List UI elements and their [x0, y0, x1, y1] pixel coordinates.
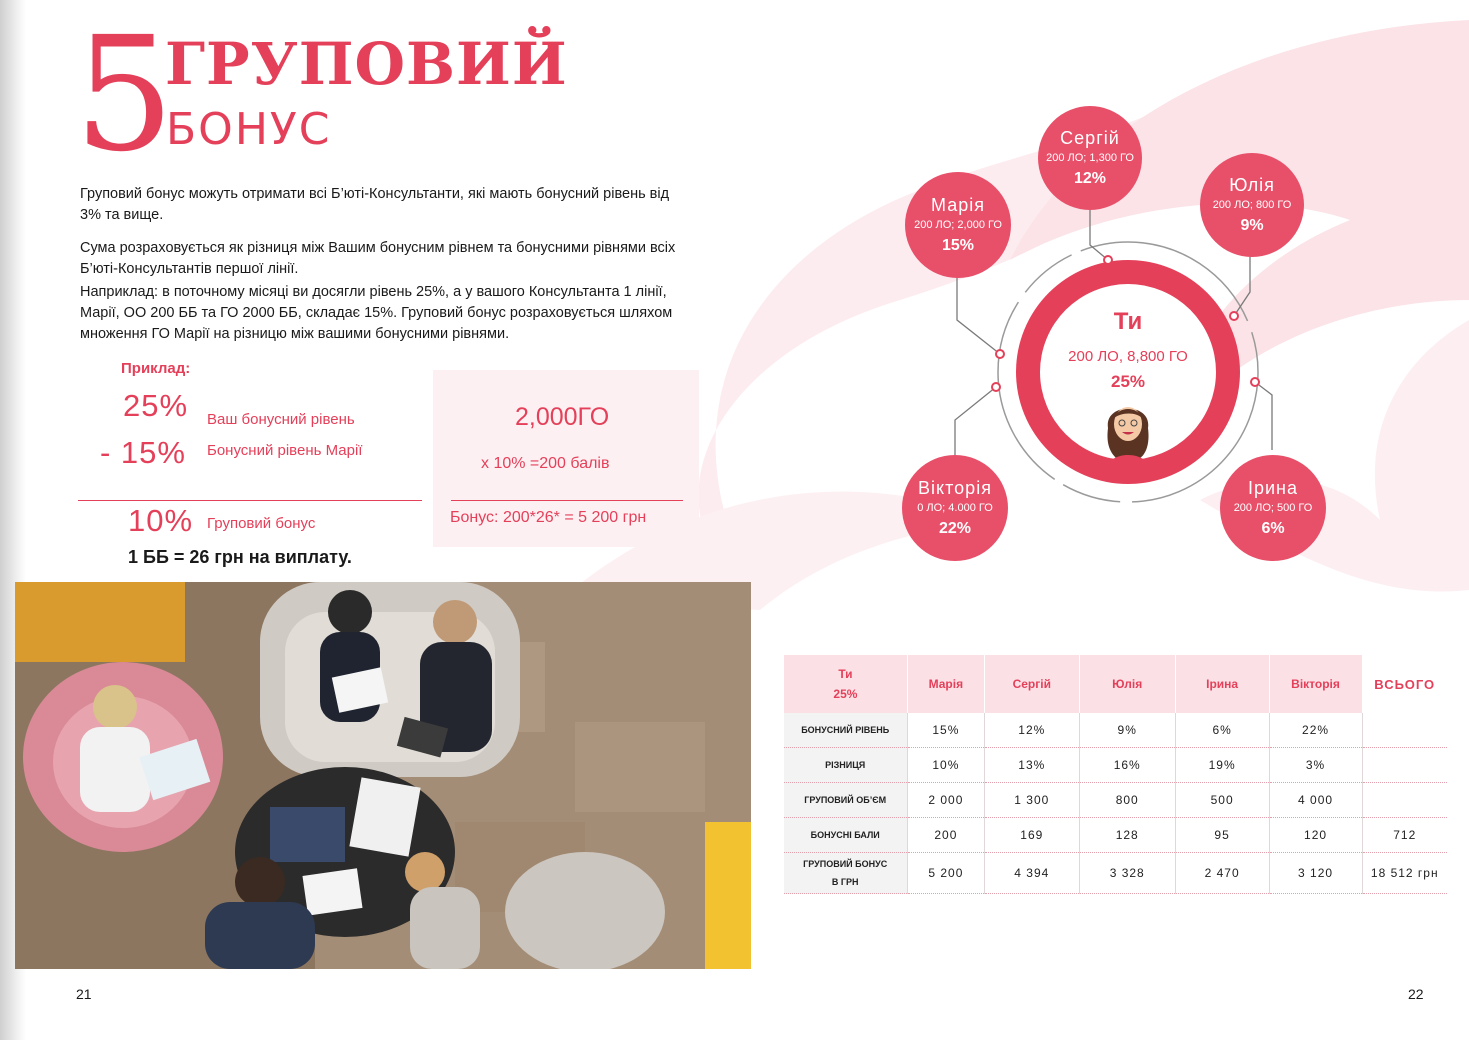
consultant-avatar-icon: [1100, 392, 1156, 470]
node-yulia-level: 9%: [1240, 216, 1264, 234]
node-viktoria-volume: 0 ЛО; 4.000 ГО: [917, 501, 993, 514]
header-sergiy: Сергій: [984, 655, 1079, 713]
bb-rate-note: 1 ББ = 26 грн на виплату.: [128, 547, 352, 567]
row-label-line2: В ГРН: [831, 877, 859, 887]
table-cell: 6%: [1175, 713, 1269, 748]
table-cell: 2 000: [907, 783, 984, 818]
node-sergiy-name: Сергій: [1060, 127, 1120, 148]
row-label: РІЗНИЦЯ: [784, 748, 908, 783]
table-cell: 12%: [984, 713, 1079, 748]
difference-label: Груповий бонус: [207, 515, 316, 532]
table-cell: 4 394: [984, 853, 1079, 894]
header-you-name: Ти: [838, 667, 853, 681]
maria-level-value: - 15%: [100, 435, 186, 470]
node-viktoria-level: 22%: [938, 519, 972, 537]
center-node-name: Ти: [1113, 308, 1143, 335]
group-bonus-table: [783, 655, 1447, 894]
table-total-cell: 18 512 грн: [1362, 853, 1447, 894]
header-you-level: 25%: [833, 687, 858, 701]
header-iryna: Ірина: [1175, 655, 1269, 713]
multiply-formula: x 10% =200 балів: [481, 455, 610, 472]
node-maria-level: 15%: [941, 236, 975, 254]
node-iryna-volume: 200 ЛО; 500 ГО: [1233, 501, 1313, 514]
center-node-volume: 200 ЛО, 8,800 ГО: [1068, 348, 1188, 365]
table-cell: 169: [984, 818, 1079, 853]
table-row: [784, 853, 1448, 894]
table-cell: 15%: [907, 713, 984, 748]
table-header-row: [784, 655, 1448, 713]
node-maria-volume: 200 ЛО; 2,000 ГО: [914, 218, 1002, 231]
table-cell: 3%: [1269, 748, 1362, 783]
bonus-formula: Бонус: 200*26* = 5 200 грн: [450, 509, 647, 526]
your-level-value: 25%: [123, 388, 189, 423]
table-cell: 10%: [907, 748, 984, 783]
row-label: ГРУПОВИЙ ОБ’ЄМ: [784, 783, 908, 818]
table-cell: 22%: [1269, 713, 1362, 748]
row-label-line1: ГРУПОВИЙ БОНУС: [803, 859, 888, 869]
section-number: 5: [74, 3, 169, 187]
node-sergiy-volume: 200 ЛО; 1,300 ГО: [1046, 151, 1134, 164]
node-yulia-volume: 200 ЛО; 800 ГО: [1212, 198, 1292, 211]
table-cell: 9%: [1079, 713, 1175, 748]
table-cell: 3 328: [1079, 853, 1175, 894]
table-cell: 13%: [984, 748, 1079, 783]
node-sergiy: [1038, 106, 1142, 210]
page-title-line1: ГРУПОВИЙ: [165, 30, 568, 98]
table-cell: 1 300: [984, 783, 1079, 818]
node-maria: [905, 172, 1011, 278]
intro-paragraph-3: Наприклад: в поточному місяці ви досягли рівень 25%, а у вашого Консультанта 1 лінії, Марії, ОО 200 ББ та ГО 2000 ББ, складає 15%. Груповий бонус розраховується шляхом множення ГО Марії на різницю між вашими бонусними рівнями.: [80, 284, 673, 342]
table-total-cell: [1362, 783, 1447, 818]
table-cell: 5 200: [907, 853, 984, 894]
node-viktoria: [902, 455, 1008, 561]
table-total-cell: 712: [1362, 818, 1447, 853]
page-number-right: 22: [1408, 986, 1424, 1002]
table-cell: 19%: [1175, 748, 1269, 783]
page-number-left: 21: [76, 986, 92, 1002]
table-row: [784, 818, 1448, 853]
center-node-level: 25%: [1110, 372, 1146, 391]
go-value: 2,000ГО: [515, 403, 610, 431]
header-yulia: Юлія: [1079, 655, 1175, 713]
row-label: [784, 853, 908, 894]
header-total: ВСЬОГО: [1362, 655, 1447, 713]
node-viktoria-name: Вікторія: [918, 477, 992, 498]
table-cell: 500: [1175, 783, 1269, 818]
difference-value: 10%: [128, 503, 194, 538]
maria-level-label: Бонусний рівень Марії: [207, 442, 363, 459]
table-row: [784, 713, 1448, 748]
row-label: БОНУСНИЙ РІВЕНЬ: [784, 713, 908, 748]
table-cell: 95: [1175, 818, 1269, 853]
node-maria-name: Марія: [931, 194, 985, 215]
node-yulia-name: Юлія: [1229, 174, 1275, 195]
header-you: [784, 655, 908, 713]
table-total-cell: [1362, 748, 1447, 783]
example-label: Приклад:: [121, 360, 191, 377]
table-cell: 800: [1079, 783, 1175, 818]
table-cell: 200: [907, 818, 984, 853]
page-title-line2: БОНУС: [166, 104, 332, 155]
table-cell: 128: [1079, 818, 1175, 853]
intro-paragraph-1: Груповий бонус можуть отримати всі Б’юті-Консультанти, які мають бонусний рівень від 3% та вище.: [80, 186, 670, 223]
intro-paragraph-2: Сума розраховується як різниця між Вашим бонусним рівнем та бонусними рівнями всіх Б’юті-Консультантів першої лінії.: [80, 240, 676, 277]
header-viktoria: Вікторія: [1269, 655, 1362, 713]
node-sergiy-level: 12%: [1073, 169, 1107, 187]
node-iryna: [1220, 455, 1326, 561]
table-cell: 120: [1269, 818, 1362, 853]
your-level-label: Ваш бонусний рівень: [207, 411, 355, 428]
table-total-cell: [1362, 713, 1447, 748]
row-label: БОНУСНІ БАЛИ: [784, 818, 908, 853]
header-maria: Марія: [907, 655, 984, 713]
table-cell: 16%: [1079, 748, 1175, 783]
node-iryna-name: Ірина: [1247, 477, 1299, 498]
table-cell: 2 470: [1175, 853, 1269, 894]
table-row: [784, 748, 1448, 783]
table-row: [784, 783, 1448, 818]
node-yulia: [1200, 153, 1304, 257]
node-iryna-level: 6%: [1261, 519, 1285, 537]
table-cell: 3 120: [1269, 853, 1362, 894]
table-cell: 4 000: [1269, 783, 1362, 818]
